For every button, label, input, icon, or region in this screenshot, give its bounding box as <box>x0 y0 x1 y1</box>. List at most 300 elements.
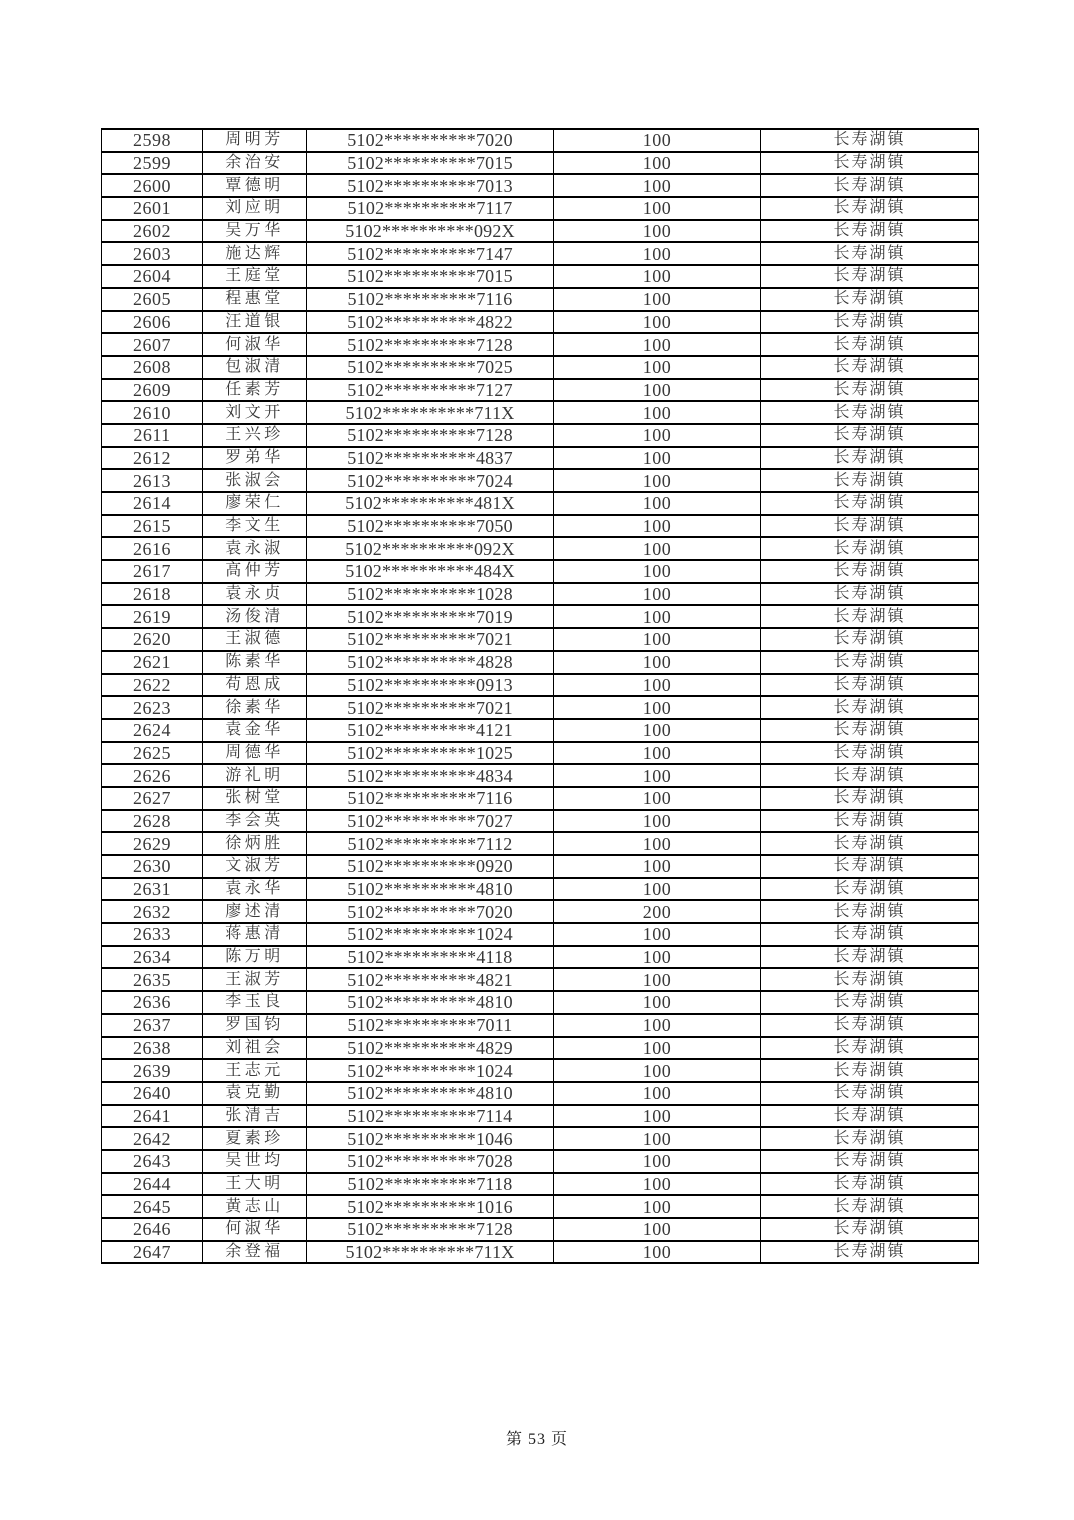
serial-number-cell: 2599 <box>102 152 203 175</box>
town-cell: 长寿湖镇 <box>761 515 979 538</box>
town-cell: 长寿湖镇 <box>761 1150 979 1173</box>
serial-number-cell: 2611 <box>102 424 203 447</box>
serial-number-cell: 2612 <box>102 447 203 470</box>
amount-cell: 100 <box>554 220 761 243</box>
person-name-cell: 张清吉 <box>203 1105 307 1128</box>
town-cell: 长寿湖镇 <box>761 265 979 288</box>
table-row <box>102 424 979 447</box>
serial-number-cell: 2637 <box>102 1014 203 1037</box>
id-number-cell: 5102**********7020 <box>307 900 554 923</box>
serial-number-cell: 2638 <box>102 1037 203 1060</box>
town-cell: 长寿湖镇 <box>761 242 979 265</box>
table-row <box>102 401 979 424</box>
town-cell: 长寿湖镇 <box>761 923 979 946</box>
serial-number-cell: 2604 <box>102 265 203 288</box>
town-cell: 长寿湖镇 <box>761 447 979 470</box>
amount-cell: 100 <box>554 1150 761 1173</box>
town-cell: 长寿湖镇 <box>761 469 979 492</box>
serial-number-cell: 2630 <box>102 855 203 878</box>
serial-number-cell: 2636 <box>102 991 203 1014</box>
town-cell: 长寿湖镇 <box>761 605 979 628</box>
id-number-cell: 5102**********7116 <box>307 787 554 810</box>
id-number-cell: 5102**********484X <box>307 560 554 583</box>
id-number-cell: 5102**********7019 <box>307 605 554 628</box>
amount-cell: 100 <box>554 696 761 719</box>
id-number-cell: 5102**********7128 <box>307 1218 554 1241</box>
amount-cell: 100 <box>554 152 761 175</box>
table-row <box>102 129 979 152</box>
table-row <box>102 1059 979 1082</box>
amount-cell: 100 <box>554 1218 761 1241</box>
id-number-cell: 5102**********1016 <box>307 1195 554 1218</box>
table-row <box>102 560 979 583</box>
serial-number-cell: 2628 <box>102 810 203 833</box>
person-name-cell: 罗弟华 <box>203 447 307 470</box>
amount-cell: 100 <box>554 129 761 152</box>
amount-cell: 100 <box>554 424 761 447</box>
id-number-cell: 5102**********4829 <box>307 1037 554 1060</box>
town-cell: 长寿湖镇 <box>761 900 979 923</box>
id-number-cell: 5102**********7117 <box>307 197 554 220</box>
table-body <box>102 129 979 1263</box>
id-number-cell: 5102**********7118 <box>307 1173 554 1196</box>
serial-number-cell: 2627 <box>102 787 203 810</box>
town-cell: 长寿湖镇 <box>761 1218 979 1241</box>
serial-number-cell: 2640 <box>102 1082 203 1105</box>
serial-number-cell: 2626 <box>102 764 203 787</box>
id-number-cell: 5102**********092X <box>307 220 554 243</box>
id-number-cell: 5102**********7021 <box>307 696 554 719</box>
town-cell: 长寿湖镇 <box>761 628 979 651</box>
person-name-cell: 袁金华 <box>203 719 307 742</box>
id-number-cell: 5102**********4834 <box>307 764 554 787</box>
person-name-cell: 施达辉 <box>203 242 307 265</box>
serial-number-cell: 2600 <box>102 174 203 197</box>
amount-cell: 100 <box>554 968 761 991</box>
serial-number-cell: 2643 <box>102 1150 203 1173</box>
person-name-cell: 余治安 <box>203 152 307 175</box>
person-name-cell: 覃德明 <box>203 174 307 197</box>
person-name-cell: 廖荣仁 <box>203 492 307 515</box>
serial-number-cell: 2632 <box>102 900 203 923</box>
town-cell: 长寿湖镇 <box>761 810 979 833</box>
id-number-cell: 5102**********7013 <box>307 174 554 197</box>
amount-cell: 100 <box>554 537 761 560</box>
id-number-cell: 5102**********1024 <box>307 923 554 946</box>
table-row <box>102 900 979 923</box>
serial-number-cell: 2621 <box>102 651 203 674</box>
id-number-cell: 5102**********7021 <box>307 628 554 651</box>
serial-number-cell: 2644 <box>102 1173 203 1196</box>
serial-number-cell: 2645 <box>102 1195 203 1218</box>
id-number-cell: 5102**********7011 <box>307 1014 554 1037</box>
table-row <box>102 242 979 265</box>
person-name-cell: 王兴珍 <box>203 424 307 447</box>
id-number-cell: 5102**********4810 <box>307 1082 554 1105</box>
serial-number-cell: 2639 <box>102 1059 203 1082</box>
person-name-cell: 李玉良 <box>203 991 307 1014</box>
serial-number-cell: 2618 <box>102 583 203 606</box>
id-number-cell: 5102**********092X <box>307 537 554 560</box>
person-name-cell: 任素芳 <box>203 379 307 402</box>
table-row <box>102 923 979 946</box>
town-cell: 长寿湖镇 <box>761 537 979 560</box>
table-row <box>102 878 979 901</box>
table-row <box>102 1195 979 1218</box>
id-number-cell: 5102**********4810 <box>307 878 554 901</box>
serial-number-cell: 2623 <box>102 696 203 719</box>
amount-cell: 100 <box>554 560 761 583</box>
town-cell: 长寿湖镇 <box>761 719 979 742</box>
serial-number-cell: 2631 <box>102 878 203 901</box>
serial-number-cell: 2603 <box>102 242 203 265</box>
table-row <box>102 946 979 969</box>
serial-number-cell: 2608 <box>102 356 203 379</box>
amount-cell: 100 <box>554 242 761 265</box>
table-row <box>102 991 979 1014</box>
town-cell: 长寿湖镇 <box>761 1173 979 1196</box>
table-row <box>102 628 979 651</box>
person-name-cell: 高仲芳 <box>203 560 307 583</box>
amount-cell: 100 <box>554 1037 761 1060</box>
amount-cell: 100 <box>554 197 761 220</box>
person-name-cell: 文淑芳 <box>203 855 307 878</box>
town-cell: 长寿湖镇 <box>761 129 979 152</box>
town-cell: 长寿湖镇 <box>761 311 979 334</box>
table-row <box>102 855 979 878</box>
table-row <box>102 651 979 674</box>
table-row <box>102 1105 979 1128</box>
id-number-cell: 5102**********4821 <box>307 968 554 991</box>
id-number-cell: 5102**********711X <box>307 401 554 424</box>
id-number-cell: 5102**********7020 <box>307 129 554 152</box>
amount-cell: 100 <box>554 810 761 833</box>
town-cell: 长寿湖镇 <box>761 787 979 810</box>
person-name-cell: 王志元 <box>203 1059 307 1082</box>
town-cell: 长寿湖镇 <box>761 1127 979 1150</box>
person-name-cell: 何淑华 <box>203 1218 307 1241</box>
serial-number-cell: 2634 <box>102 946 203 969</box>
amount-cell: 100 <box>554 288 761 311</box>
id-number-cell: 5102**********7127 <box>307 379 554 402</box>
table-row <box>102 742 979 765</box>
id-number-cell: 5102**********4822 <box>307 311 554 334</box>
serial-number-cell: 2625 <box>102 742 203 765</box>
person-name-cell: 袁克勤 <box>203 1082 307 1105</box>
id-number-cell: 5102**********7114 <box>307 1105 554 1128</box>
serial-number-cell: 2619 <box>102 605 203 628</box>
serial-number-cell: 2622 <box>102 674 203 697</box>
town-cell: 长寿湖镇 <box>761 152 979 175</box>
id-number-cell: 5102**********4121 <box>307 719 554 742</box>
table-row <box>102 696 979 719</box>
town-cell: 长寿湖镇 <box>761 696 979 719</box>
table-row <box>102 968 979 991</box>
town-cell: 长寿湖镇 <box>761 356 979 379</box>
amount-cell: 100 <box>554 311 761 334</box>
amount-cell: 100 <box>554 401 761 424</box>
person-name-cell: 苟恩成 <box>203 674 307 697</box>
id-number-cell: 5102**********7112 <box>307 832 554 855</box>
amount-cell: 100 <box>554 379 761 402</box>
amount-cell: 100 <box>554 174 761 197</box>
town-cell: 长寿湖镇 <box>761 174 979 197</box>
town-cell: 长寿湖镇 <box>761 492 979 515</box>
serial-number-cell: 2642 <box>102 1127 203 1150</box>
person-name-cell: 廖述清 <box>203 900 307 923</box>
amount-cell: 100 <box>554 1014 761 1037</box>
person-name-cell: 袁永华 <box>203 878 307 901</box>
person-name-cell: 周德华 <box>203 742 307 765</box>
page-number-footer: 第 53 页 <box>505 1431 568 1448</box>
id-number-cell: 5102**********1025 <box>307 742 554 765</box>
table-row <box>102 764 979 787</box>
person-name-cell: 余登福 <box>203 1241 307 1264</box>
town-cell: 长寿湖镇 <box>761 197 979 220</box>
amount-cell: 100 <box>554 764 761 787</box>
amount-cell: 100 <box>554 605 761 628</box>
id-number-cell: 5102**********4828 <box>307 651 554 674</box>
town-cell: 长寿湖镇 <box>761 560 979 583</box>
person-name-cell: 刘祖会 <box>203 1037 307 1060</box>
amount-cell: 100 <box>554 1105 761 1128</box>
town-cell: 长寿湖镇 <box>761 379 979 402</box>
town-cell: 长寿湖镇 <box>761 1082 979 1105</box>
table-row <box>102 583 979 606</box>
table-row <box>102 832 979 855</box>
town-cell: 长寿湖镇 <box>761 968 979 991</box>
town-cell: 长寿湖镇 <box>761 401 979 424</box>
serial-number-cell: 2641 <box>102 1105 203 1128</box>
amount-cell: 100 <box>554 651 761 674</box>
table-row <box>102 810 979 833</box>
table-row <box>102 333 979 356</box>
amount-cell: 100 <box>554 742 761 765</box>
table-row <box>102 1218 979 1241</box>
town-cell: 长寿湖镇 <box>761 220 979 243</box>
person-name-cell: 王淑德 <box>203 628 307 651</box>
id-number-cell: 5102**********7147 <box>307 242 554 265</box>
table-row <box>102 447 979 470</box>
amount-cell: 100 <box>554 1173 761 1196</box>
id-number-cell: 5102**********7128 <box>307 424 554 447</box>
person-name-cell: 王大明 <box>203 1173 307 1196</box>
id-number-cell: 5102**********0913 <box>307 674 554 697</box>
amount-cell: 100 <box>554 878 761 901</box>
id-number-cell: 5102**********1024 <box>307 1059 554 1082</box>
id-number-cell: 5102**********7116 <box>307 288 554 311</box>
person-name-cell: 王淑芳 <box>203 968 307 991</box>
person-name-cell: 游礼明 <box>203 764 307 787</box>
serial-number-cell: 2647 <box>102 1241 203 1264</box>
amount-cell: 100 <box>554 1195 761 1218</box>
amount-cell: 100 <box>554 1241 761 1264</box>
town-cell: 长寿湖镇 <box>761 674 979 697</box>
town-cell: 长寿湖镇 <box>761 333 979 356</box>
table-row <box>102 1127 979 1150</box>
person-name-cell: 吴万华 <box>203 220 307 243</box>
person-name-cell: 李会英 <box>203 810 307 833</box>
person-name-cell: 罗国钧 <box>203 1014 307 1037</box>
id-number-cell: 5102**********7024 <box>307 469 554 492</box>
person-name-cell: 包淑清 <box>203 356 307 379</box>
person-name-cell: 黄志山 <box>203 1195 307 1218</box>
town-cell: 长寿湖镇 <box>761 1195 979 1218</box>
id-number-cell: 5102**********711X <box>307 1241 554 1264</box>
person-name-cell: 何淑华 <box>203 333 307 356</box>
serial-number-cell: 2635 <box>102 968 203 991</box>
id-number-cell: 5102**********4810 <box>307 991 554 1014</box>
person-name-cell: 张淑会 <box>203 469 307 492</box>
amount-cell: 100 <box>554 492 761 515</box>
serial-number-cell: 2633 <box>102 923 203 946</box>
id-number-cell: 5102**********7025 <box>307 356 554 379</box>
payment-list-table <box>101 128 979 1264</box>
amount-cell: 100 <box>554 469 761 492</box>
amount-cell: 100 <box>554 628 761 651</box>
table-row <box>102 379 979 402</box>
amount-cell: 100 <box>554 356 761 379</box>
town-cell: 长寿湖镇 <box>761 946 979 969</box>
amount-cell: 100 <box>554 1127 761 1150</box>
amount-cell: 100 <box>554 787 761 810</box>
table-row <box>102 787 979 810</box>
id-number-cell: 5102**********4118 <box>307 946 554 969</box>
town-cell: 长寿湖镇 <box>761 1241 979 1264</box>
serial-number-cell: 2606 <box>102 311 203 334</box>
town-cell: 长寿湖镇 <box>761 288 979 311</box>
amount-cell: 200 <box>554 900 761 923</box>
table-row <box>102 492 979 515</box>
table-row <box>102 1037 979 1060</box>
serial-number-cell: 2629 <box>102 832 203 855</box>
id-number-cell: 5102**********7015 <box>307 152 554 175</box>
person-name-cell: 徐炳胜 <box>203 832 307 855</box>
amount-cell: 100 <box>554 1059 761 1082</box>
amount-cell: 100 <box>554 265 761 288</box>
amount-cell: 100 <box>554 946 761 969</box>
table-row <box>102 1082 979 1105</box>
amount-cell: 100 <box>554 719 761 742</box>
town-cell: 长寿湖镇 <box>761 424 979 447</box>
serial-number-cell: 2646 <box>102 1218 203 1241</box>
id-number-cell: 5102**********7015 <box>307 265 554 288</box>
serial-number-cell: 2615 <box>102 515 203 538</box>
id-number-cell: 5102**********1028 <box>307 583 554 606</box>
town-cell: 长寿湖镇 <box>761 855 979 878</box>
person-name-cell: 刘应明 <box>203 197 307 220</box>
person-name-cell: 吴世均 <box>203 1150 307 1173</box>
person-name-cell: 王庭堂 <box>203 265 307 288</box>
amount-cell: 100 <box>554 447 761 470</box>
serial-number-cell: 2617 <box>102 560 203 583</box>
table-row <box>102 356 979 379</box>
serial-number-cell: 2605 <box>102 288 203 311</box>
person-name-cell: 蒋惠清 <box>203 923 307 946</box>
person-name-cell: 陈素华 <box>203 651 307 674</box>
person-name-cell: 袁永贞 <box>203 583 307 606</box>
amount-cell: 100 <box>554 923 761 946</box>
table-row <box>102 537 979 560</box>
table-row <box>102 197 979 220</box>
amount-cell: 100 <box>554 832 761 855</box>
amount-cell: 100 <box>554 1082 761 1105</box>
amount-cell: 100 <box>554 583 761 606</box>
person-name-cell: 李文生 <box>203 515 307 538</box>
table-row <box>102 515 979 538</box>
table-row <box>102 719 979 742</box>
serial-number-cell: 2616 <box>102 537 203 560</box>
table-row <box>102 220 979 243</box>
id-number-cell: 5102**********7027 <box>307 810 554 833</box>
person-name-cell: 夏素珍 <box>203 1127 307 1150</box>
id-number-cell: 5102**********481X <box>307 492 554 515</box>
amount-cell: 100 <box>554 333 761 356</box>
serial-number-cell: 2609 <box>102 379 203 402</box>
table-row <box>102 152 979 175</box>
person-name-cell: 张树堂 <box>203 787 307 810</box>
serial-number-cell: 2607 <box>102 333 203 356</box>
town-cell: 长寿湖镇 <box>761 1037 979 1060</box>
town-cell: 长寿湖镇 <box>761 764 979 787</box>
person-name-cell: 程惠堂 <box>203 288 307 311</box>
town-cell: 长寿湖镇 <box>761 651 979 674</box>
serial-number-cell: 2620 <box>102 628 203 651</box>
id-number-cell: 5102**********0920 <box>307 855 554 878</box>
table-row <box>102 469 979 492</box>
table-row <box>102 174 979 197</box>
town-cell: 长寿湖镇 <box>761 878 979 901</box>
id-number-cell: 5102**********7028 <box>307 1150 554 1173</box>
serial-number-cell: 2610 <box>102 401 203 424</box>
id-number-cell: 5102**********7128 <box>307 333 554 356</box>
town-cell: 长寿湖镇 <box>761 1105 979 1128</box>
town-cell: 长寿湖镇 <box>761 742 979 765</box>
person-name-cell: 汤俊清 <box>203 605 307 628</box>
person-name-cell: 汪道银 <box>203 311 307 334</box>
serial-number-cell: 2624 <box>102 719 203 742</box>
table-row <box>102 288 979 311</box>
serial-number-cell: 2613 <box>102 469 203 492</box>
amount-cell: 100 <box>554 991 761 1014</box>
table-row <box>102 1014 979 1037</box>
table-row <box>102 1241 979 1264</box>
serial-number-cell: 2614 <box>102 492 203 515</box>
town-cell: 长寿湖镇 <box>761 832 979 855</box>
id-number-cell: 5102**********7050 <box>307 515 554 538</box>
person-name-cell: 徐素华 <box>203 696 307 719</box>
amount-cell: 100 <box>554 674 761 697</box>
table-row <box>102 674 979 697</box>
serial-number-cell: 2602 <box>102 220 203 243</box>
serial-number-cell: 2601 <box>102 197 203 220</box>
town-cell: 长寿湖镇 <box>761 991 979 1014</box>
town-cell: 长寿湖镇 <box>761 583 979 606</box>
person-name-cell: 刘文开 <box>203 401 307 424</box>
person-name-cell: 陈万明 <box>203 946 307 969</box>
table-row <box>102 265 979 288</box>
table-row <box>102 1150 979 1173</box>
id-number-cell: 5102**********1046 <box>307 1127 554 1150</box>
person-name-cell: 袁永淑 <box>203 537 307 560</box>
person-name-cell: 周明芳 <box>203 129 307 152</box>
amount-cell: 100 <box>554 855 761 878</box>
town-cell: 长寿湖镇 <box>761 1059 979 1082</box>
table-row <box>102 1173 979 1196</box>
serial-number-cell: 2598 <box>102 129 203 152</box>
table-row <box>102 605 979 628</box>
amount-cell: 100 <box>554 515 761 538</box>
